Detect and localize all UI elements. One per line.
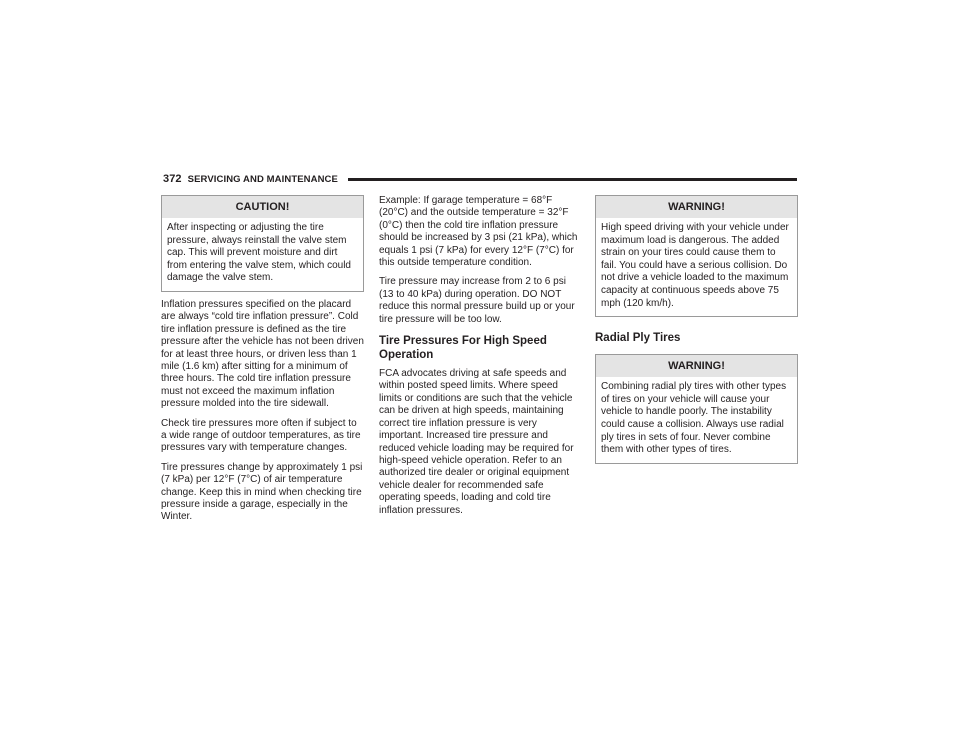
warning-text: High speed driving with your vehicle under maximum load is dangerous. The added strain on your tires could cause them to fail. You could have a serious collision. Do not drive a vehicle loaded to the maximum capacity at continuous speeds above 75 mph (120 km/h). [601,222,789,309]
warning-box-high-speed [595,195,798,317]
warning-title: WARNING! [596,196,797,218]
caution-title: CAUTION! [162,196,363,218]
caution-box [161,195,364,292]
column-3 [595,195,798,471]
heading-radial-ply: Radial Ply Tires [595,332,681,345]
page-number: 372 [163,173,182,185]
warning-box-radial-ply [595,354,798,464]
paragraph: Inflation pressures specified on the placard are always “cold tire inflation pressure”. Cold tire inflation pressure is defined as the tire pressure after the vehicle has not been driven for at least three hours, or driven less than 1 mile (1.6 km) after sitting for a minimum of three hours. The cold tire inflation pressure must not exceed the maximum inflation pressure molded into the tire sidewall. [161,298,364,410]
paragraph: Check tire pressures more often if subject to a wide range of outdoor temperatures, as tire pressures vary with temperature changes. [161,417,361,454]
caution-text: After inspecting or adjusting the tire pressure, always reinstall the valve stem cap. This will prevent moisture and dirt from entering the valve stem, which could damage the valve stem. [167,222,351,284]
warning-text: Combining radial ply tires with other types of tires on your vehicle will cause your vehicle to handle poorly. The instability could cause a collision. Always use radial ply tires in sets of four. Never combine them with other types of tires. [601,381,787,456]
column-2 [379,195,579,524]
paragraph: Tire pressures change by approximately 1 psi (7 kPa) per 12°F (7°C) of air temperature change. Keep this in mind when checking tire pressure inside a garage, especially in the Winter. [161,461,363,523]
heading-high-speed: Tire Pressures For High Speed Operation [379,335,547,362]
section-title: SERVICING AND MAINTENANCE [187,173,338,185]
paragraph: Tire pressure may increase from 2 to 6 psi (13 to 40 kPa) during operation. DO NOT reduce this normal pressure build up or your tire pressure will be too low. [379,276,575,325]
page-header [163,171,797,187]
paragraph: Example: If garage temperature = 68°F (20°C) and the outside temperature = 32°F (0°C) then the cold tire inflation pressure should be increased by 3 psi (21 kPa), which equals 1 psi (7 kPa) for every 12°F (7°C) for this outside temperature condition. [379,195,578,269]
column-1 [161,195,364,531]
paragraph: FCA advocates driving at safe speeds and within posted speed limits. Where speed limits or conditions are such that the vehicle can be driven at high speeds, maintaining correct tire inflation pressure is very important. Increased tire pressure and reduced vehicle loading may be required for high-speed vehicle operation. Refer to an authorized tire dealer or original equipment vehicle dealer for recommended safe operating speeds, loading and cold tire inflation pressures. [379,368,574,516]
header-rule [348,178,797,181]
warning-title: WARNING! [596,355,797,377]
